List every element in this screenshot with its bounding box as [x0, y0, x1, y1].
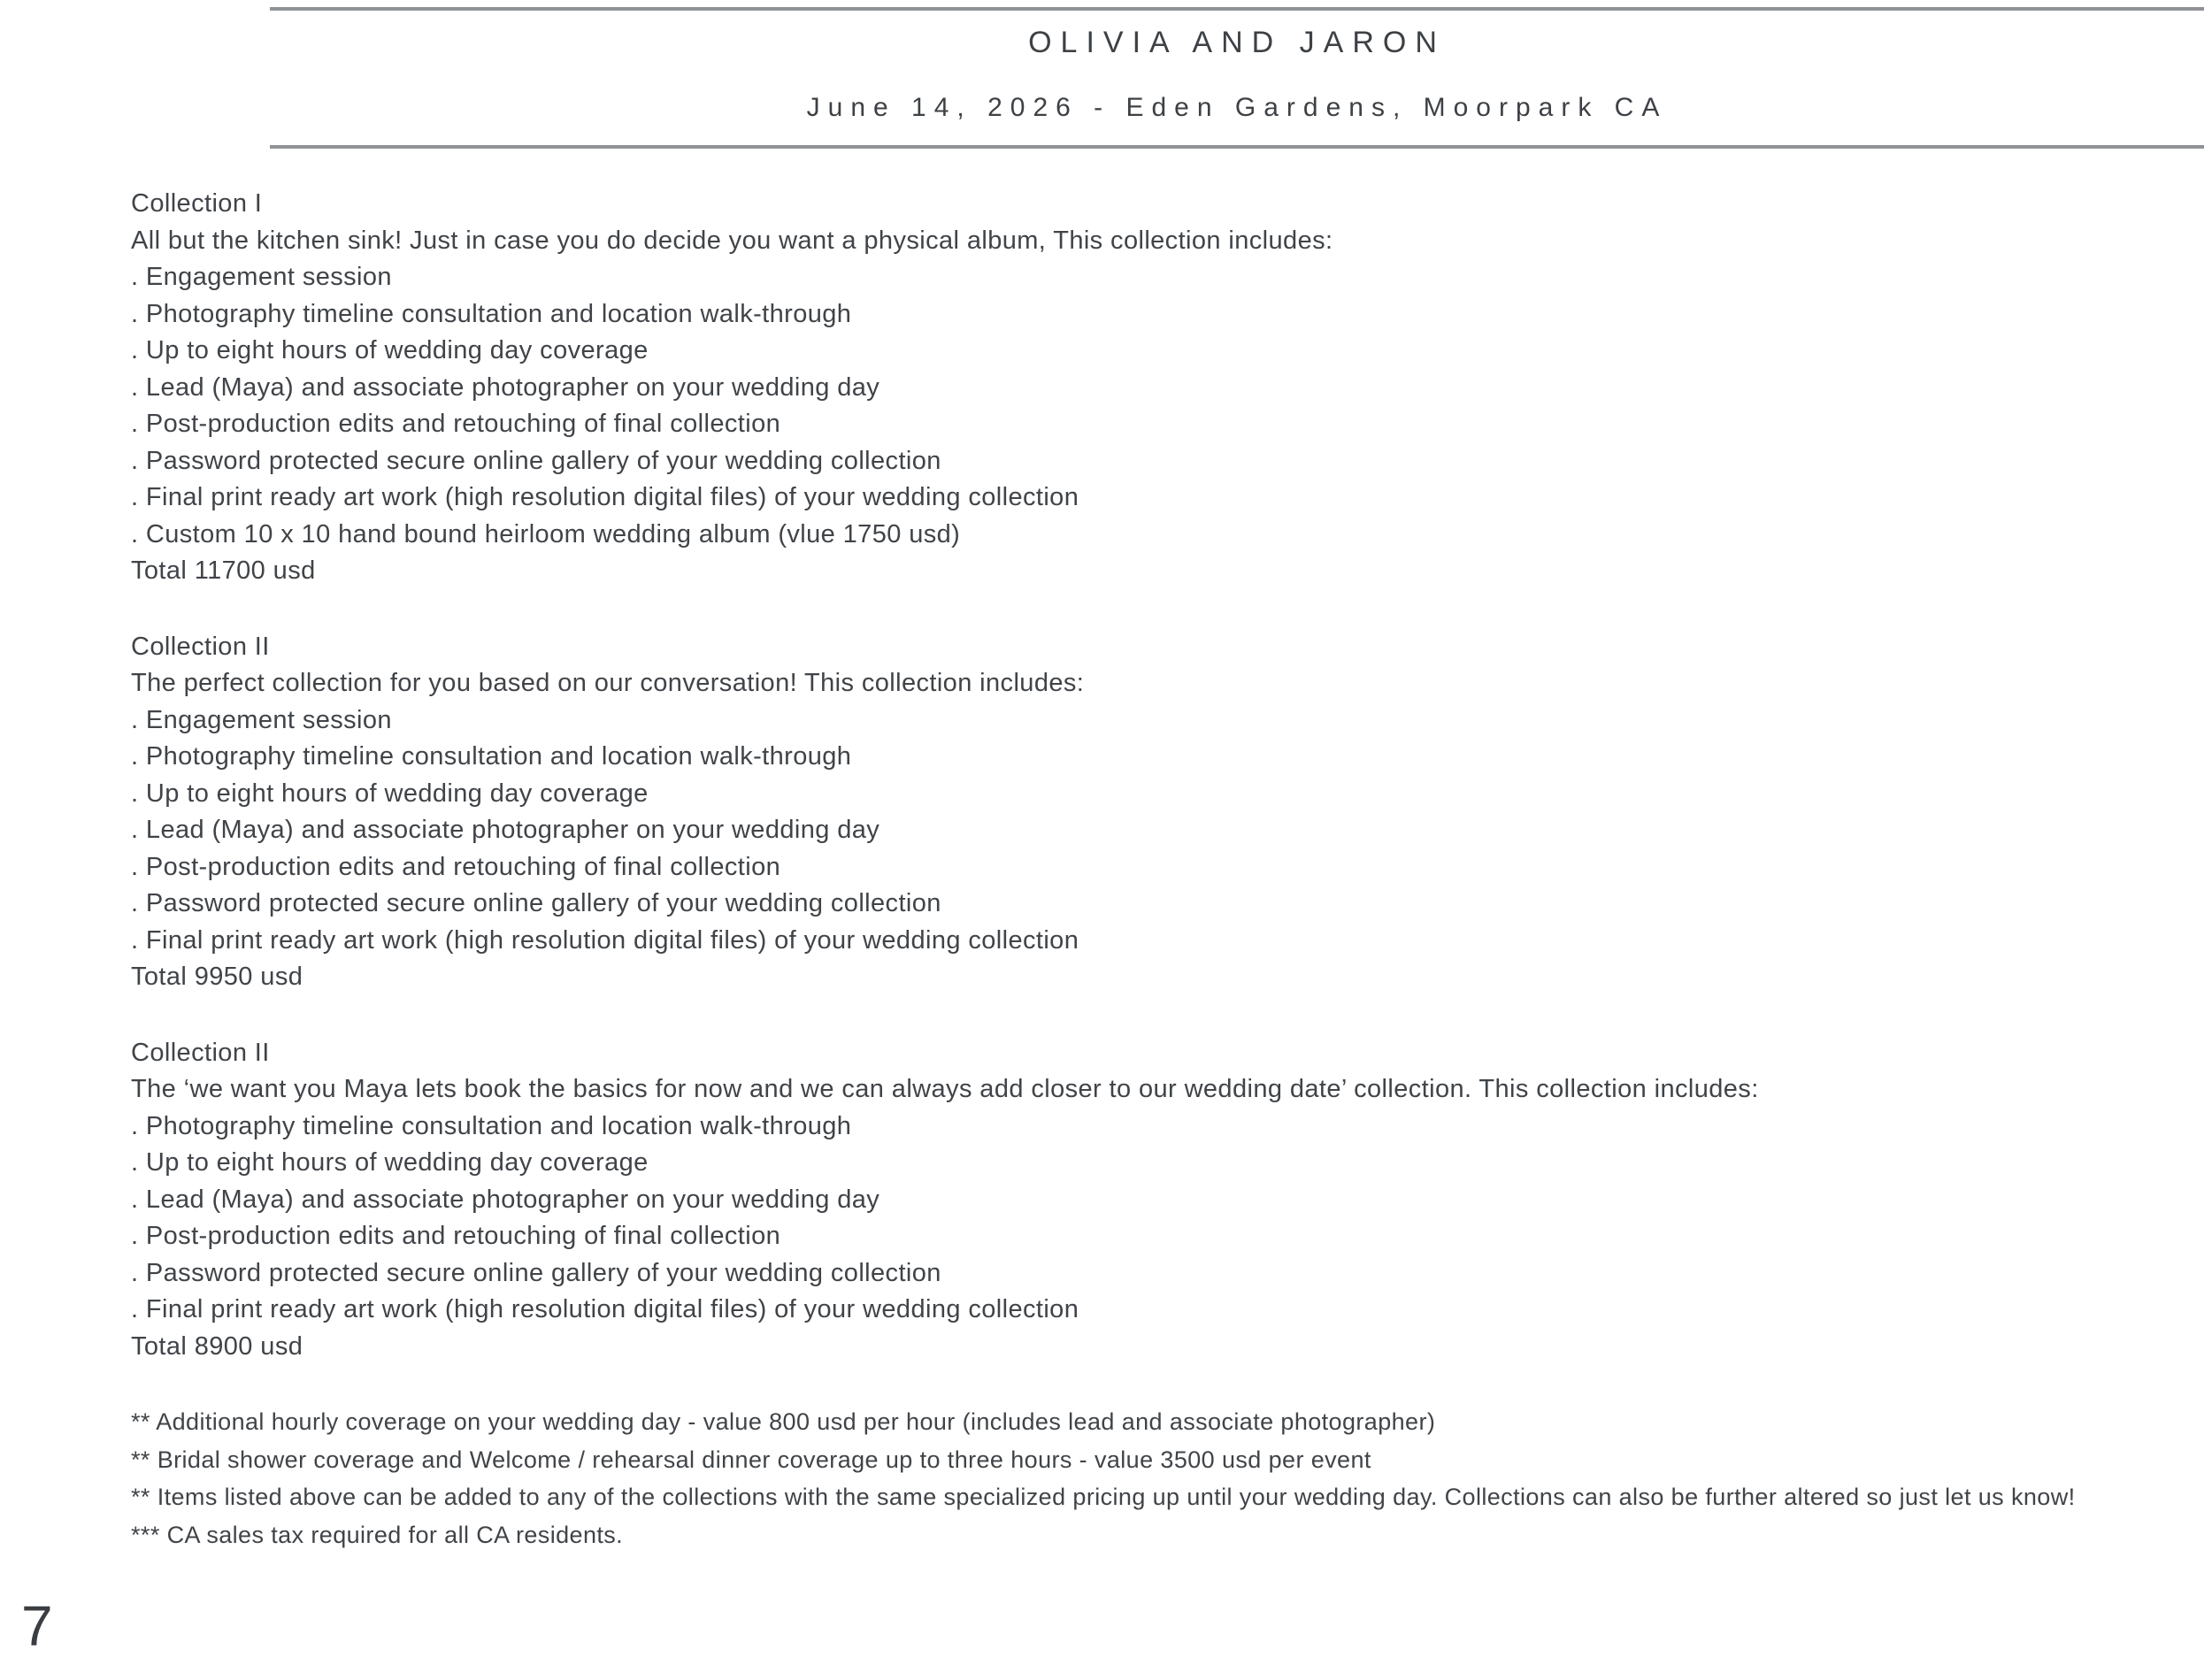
- collection-section-2: [131, 629, 2193, 996]
- footnote: ** Items listed above can be added to any of the collections with the same specialized pricing up until your wedding day. Collections can also be further altered so just let us know!: [131, 1484, 2076, 1510]
- collection-item: . Password protected secure online gallery of your wedding collection: [131, 446, 941, 475]
- collection-total: Total 11700 usd: [131, 556, 316, 585]
- collection-title: Collection II: [131, 1038, 270, 1067]
- collection-item: . Final print ready art work (high resolution digital files) of your wedding collection: [131, 1295, 1079, 1323]
- collection-item: . Password protected secure online gallery of your wedding collection: [131, 889, 941, 917]
- collection-item: . Lead (Maya) and associate photographer on your wedding day: [131, 1185, 880, 1214]
- collection-description: The ‘we want you Maya lets book the basics for now and we can always add closer to our wedding date’ collection. This collection includes:: [131, 1075, 1759, 1103]
- collection-item: . Photography timeline consultation and location walk-through: [131, 1111, 852, 1140]
- collection-total: Total 8900 usd: [131, 1331, 303, 1361]
- collection-item: . Final print ready art work (high resolution digital files) of your wedding collection: [131, 925, 1079, 955]
- collection-item: . Lead (Maya) and associate photographer on your wedding day: [131, 816, 880, 844]
- collection-item: . Up to eight hours of wedding day coverage: [131, 779, 649, 808]
- collection-item: . Post-production edits and retouching of final collection: [131, 852, 781, 881]
- footnote: ** Additional hourly coverage on your wedding day - value 800 usd per hour (includes lead and associate photographer): [131, 1408, 1436, 1435]
- collection-item: . Post-production edits and retouching of final collection: [131, 410, 781, 438]
- document-header: [270, 7, 2204, 149]
- footnote: ** Bridal shower coverage and Welcome / rehearsal dinner coverage up to three hours - value 3500 usd per event: [131, 1446, 1371, 1473]
- footnote: *** CA sales tax required for all CA residents.: [131, 1521, 624, 1548]
- footnotes: [131, 1403, 2193, 1553]
- collection-item: . Post-production edits and retouching of final collection: [131, 1222, 781, 1250]
- collection-item: . Photography timeline consultation and location walk-through: [131, 299, 852, 328]
- collection-title: Collection I: [131, 189, 263, 218]
- collection-item: . Up to eight hours of wedding day coverage: [131, 336, 649, 364]
- document-body: [131, 186, 2193, 1553]
- collection-total: Total 9950 usd: [131, 963, 303, 991]
- collection-item: . Password protected secure online gallery of your wedding collection: [131, 1258, 941, 1287]
- collection-item: . Custom 10 x 10 hand bound heirloom wedding album (vlue 1750 usd): [131, 519, 961, 548]
- collection-section-3: [131, 1035, 2193, 1366]
- collection-item: . Engagement session: [131, 705, 392, 734]
- collection-title: Collection II: [131, 632, 270, 661]
- collection-item: . Photography timeline consultation and location walk-through: [131, 742, 852, 771]
- event-date-location: June 14, 2026 - Eden Gardens, Moorpark CA: [806, 93, 1668, 122]
- page-title: OLIVIA AND JARON: [1028, 26, 1446, 59]
- collection-description: The perfect collection for you based on our conversation! This collection includes:: [131, 669, 1085, 697]
- collection-section-1: [131, 186, 2193, 590]
- collection-item: . Engagement session: [131, 263, 392, 291]
- collection-item: . Up to eight hours of wedding day coverage: [131, 1148, 649, 1177]
- collection-description: All but the kitchen sink! Just in case you do decide you want a physical album, This collection includes:: [131, 226, 1333, 255]
- collection-item: . Lead (Maya) and associate photographer on your wedding day: [131, 372, 880, 402]
- collection-item: . Final print ready art work (high resolution digital files) of your wedding collection: [131, 483, 1079, 511]
- page-number: 7: [21, 1594, 53, 1658]
